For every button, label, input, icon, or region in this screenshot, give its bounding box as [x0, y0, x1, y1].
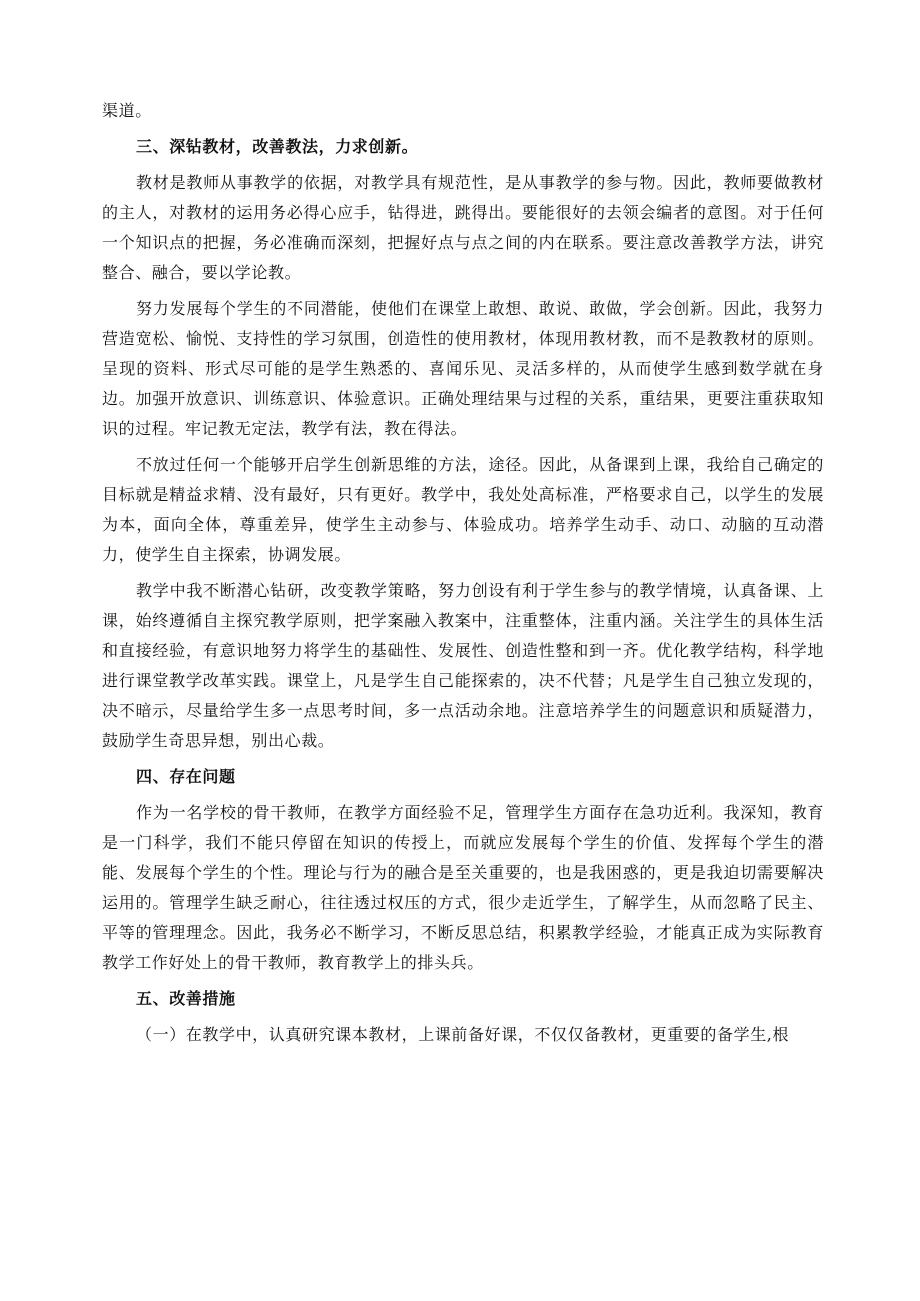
section-heading-4: 四、存在问题 [136, 767, 236, 786]
paragraph: 教材是教师从事教学的依据，对教学具有规范性，是从事教学的参与物。因此，教师要做教材的主人，对教材的运用务必得心应手，钻得进，跳得出。要能很好的去领会编者的意图。对于任何一个知识点的把握，务必准确而深刻，把握好点与点之间的内在联系。要注意改善教学方法，讲究整合、融合，要以学论教。 [102, 173, 824, 282]
document-page [102, 96, 824, 1056]
paragraph-continuation: 渠道。 [102, 101, 152, 120]
section-heading-5: 五、改善措施 [136, 989, 236, 1008]
paragraph: 不放过任何一个能够开启学生创新思维的方法，途径。因此，从备课到上课，我给自己确定的目标就是精益求精、没有最好，只有更好。教学中，我处处高标准，严格要求自己，以学生的发展为本，面向全体，尊重差异，使学生主动参与、体验成功。培养学生动手、动口、动脑的互动潜力，使学生自主探索，协调发展。 [102, 455, 824, 564]
paragraph: 作为一名学校的骨干教师，在教学方面经验不足，管理学生方面存在急功近利。我深知，教育是一门科学，我们不能只停留在知识的传授上，而就应发展每个学生的价值、发挥每个学生的潜能、发展每个学生的个性。理论与行为的融合是至关重要的，也是我困惑的，更是我迫切需要解决运用的。管理学生缺乏耐心，往往透过权压的方式，很少走近学生，了解学生，从而忽略了民主、平等的管理理念。因此，我务必不断学习，不断反思总结，积累教学经验，才能真正成为实际教育教学工作好处上的骨干教师，教育教学上的排头兵。 [102, 803, 824, 972]
paragraph: 教学中我不断潜心钻研，改变教学策略，努力创设有利于学生参与的教学情境，认真备课、上课，始终遵循自主探究教学原则，把学案融入教案中，注重整体，注重内涵。关注学生的具体生活和直接经验，有意识地努力将学生的基础性、发展性、创造性整和到一齐。优化教学结构，科学地进行课堂教学改革实践。课堂上，凡是学生自己能探索的，决不代替；凡是学生自己独立发现的，决不暗示，尽量给学生多一点思考时间，多一点活动余地。注意培养学生的问题意识和质疑潜力，鼓励学生奇思异想，别出心裁。 [102, 581, 824, 750]
paragraph: （一）在教学中，认真研究课本教材，上课前备好课，不仅仅备教材，更重要的备学生,根 [136, 1025, 790, 1044]
paragraph: 努力发展每个学生的不同潜能，使他们在课堂上敢想、敢说、敢做，学会创新。因此，我努力营造宽松、愉悦、支持性的学习氛围，创造性的使用教材，体现用教材教，而不是教教材的原则。呈现的资料、形式尽可能的是学生熟悉的、喜闻乐见、灵活多样的，从而使学生感到数学就在身边。加强开放意识、训练意识、体验意识。正确处理结果与过程的关系，重结果，更要注重获取知识的过程。牢记教无定法，教学有法，教在得法。 [102, 299, 824, 438]
section-heading-3: 三、深钻教材，改善教法，力求创新。 [136, 137, 419, 156]
